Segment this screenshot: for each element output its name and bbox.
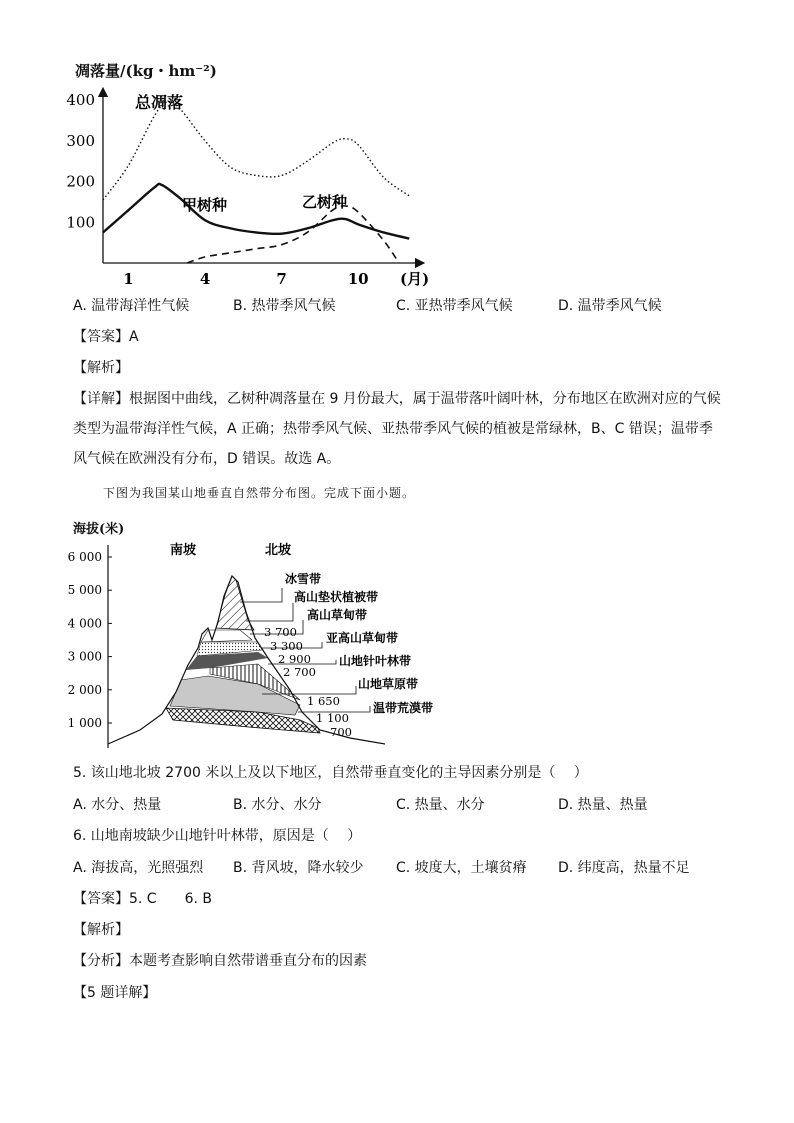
label-total: 总凋落: [135, 93, 184, 112]
y-tick-label: 300: [66, 131, 95, 150]
prev-option-a: A. 温带海洋性气候: [73, 298, 190, 314]
y-tick-label: 100: [66, 213, 95, 232]
north-slope-label: 北坡: [265, 543, 292, 558]
x-tick-label: 4: [199, 270, 211, 288]
belt-label-alpine: 高山草甸带: [307, 608, 368, 622]
label-species-b: 乙树种: [302, 193, 348, 211]
y-tick-label: 200: [66, 172, 95, 191]
q5-option-c: C. 热量、水分: [396, 797, 485, 813]
belt-label-cushion: 高山垫状植被带: [294, 590, 379, 604]
elevation-tick-label: 2 000: [67, 682, 102, 697]
height-1100: 1 100: [316, 711, 349, 725]
q5-stem: 5. 该山地北坡 2700 米以上及以下地区，自然带垂直变化的主导因素分别是（ ）: [73, 765, 588, 781]
elevation-tick-label: 4 000: [67, 616, 102, 631]
analysis-label-2: 【解析】: [73, 922, 129, 938]
answers-5-6: 【答案】5. C 6. B: [73, 891, 212, 907]
height-3300: 3 300: [270, 639, 303, 653]
elevation-tick-label: 3 000: [67, 649, 102, 664]
prev-option-c: C. 亚热带季风气候: [396, 298, 513, 314]
chart1-ylabel: 凋落量/(kg・hm⁻²): [75, 62, 217, 80]
q6-option-b: B. 背风坡，降水较少: [233, 860, 364, 876]
height-2700: 2 700: [283, 665, 316, 679]
fenxi-text: 【分析】本题考查影响自然带谱垂直分布的因素: [73, 953, 367, 969]
x-tick-label: 10: [347, 270, 369, 288]
belt-snow: [216, 576, 254, 630]
belt-label-subalpine: 亚高山草甸带: [326, 631, 399, 645]
height-700: 700: [330, 725, 352, 739]
label-species-a: 甲树种: [182, 196, 228, 214]
prev-analysis-label: 【解析】: [73, 360, 129, 376]
q5-option-d: D. 热量、热量: [558, 797, 648, 813]
belt-label-snow: 冰雪带: [285, 572, 322, 586]
q6-option-c: C. 坡度大，土壤贫瘠: [396, 860, 527, 876]
prev-answer: 【答案】A: [73, 329, 139, 345]
series-line: [103, 102, 409, 200]
elevation-tick-label: 6 000: [67, 550, 102, 564]
x-unit-label: (月): [400, 270, 430, 288]
belt-label-steppe: 山地草原带: [358, 677, 419, 691]
belt-label-desert: 温带荒漠带: [373, 701, 434, 715]
q6-option-a: A. 海拔高，光照强烈: [73, 860, 204, 876]
q5-detail-label: 【5 题详解】: [73, 985, 157, 1001]
q6-option-d: D. 纬度高，热量不足: [558, 860, 690, 876]
x-tick-label: 7: [276, 270, 287, 288]
elevation-tick-label: 1 000: [67, 716, 102, 730]
prev-option-b: B. 热带季风气候: [233, 298, 336, 314]
height-1650: 1 650: [307, 694, 340, 708]
elevation-tick-label: 5 000: [67, 583, 102, 598]
mountain-belt-diagram: [60, 530, 460, 755]
series-line: [103, 184, 409, 239]
prev-detail: 【详解】根据图中曲线，乙树种凋落量在 9 月份最大，属于温带落叶阔叶林，分布地区在欧洲对应的气候类型为温带海洋性气候，A 正确；热带季风气候、亚热带季风气候的植被是常绿林，B、C 错误；温带季风气候在欧洲没有分布，D 错误。故选 A。: [73, 391, 721, 467]
belt-label-conifer: 山地针叶林带: [339, 654, 412, 668]
q6-stem: 6. 山地南坡缺少山地针叶林带，原因是（ ）: [73, 828, 362, 844]
q5-option-b: B. 水分、水分: [233, 797, 322, 813]
x-tick-label: 1: [123, 270, 134, 288]
intro-text: 下图为我国某山地垂直自然带分布图。完成下面小题。: [103, 486, 416, 500]
series-line: [187, 206, 399, 263]
y-tick-label: 400: [66, 91, 95, 110]
q5-option-a: A. 水分、热量: [73, 797, 162, 813]
prev-option-d: D. 温带季风气候: [558, 298, 662, 314]
litterfall-chart: [60, 82, 440, 292]
south-slope-label: 南坡: [170, 543, 197, 558]
chart2-ylabel: 海拔(米): [73, 522, 125, 537]
height-3700: 3 700: [264, 625, 297, 639]
height-2900: 2 900: [278, 652, 311, 666]
